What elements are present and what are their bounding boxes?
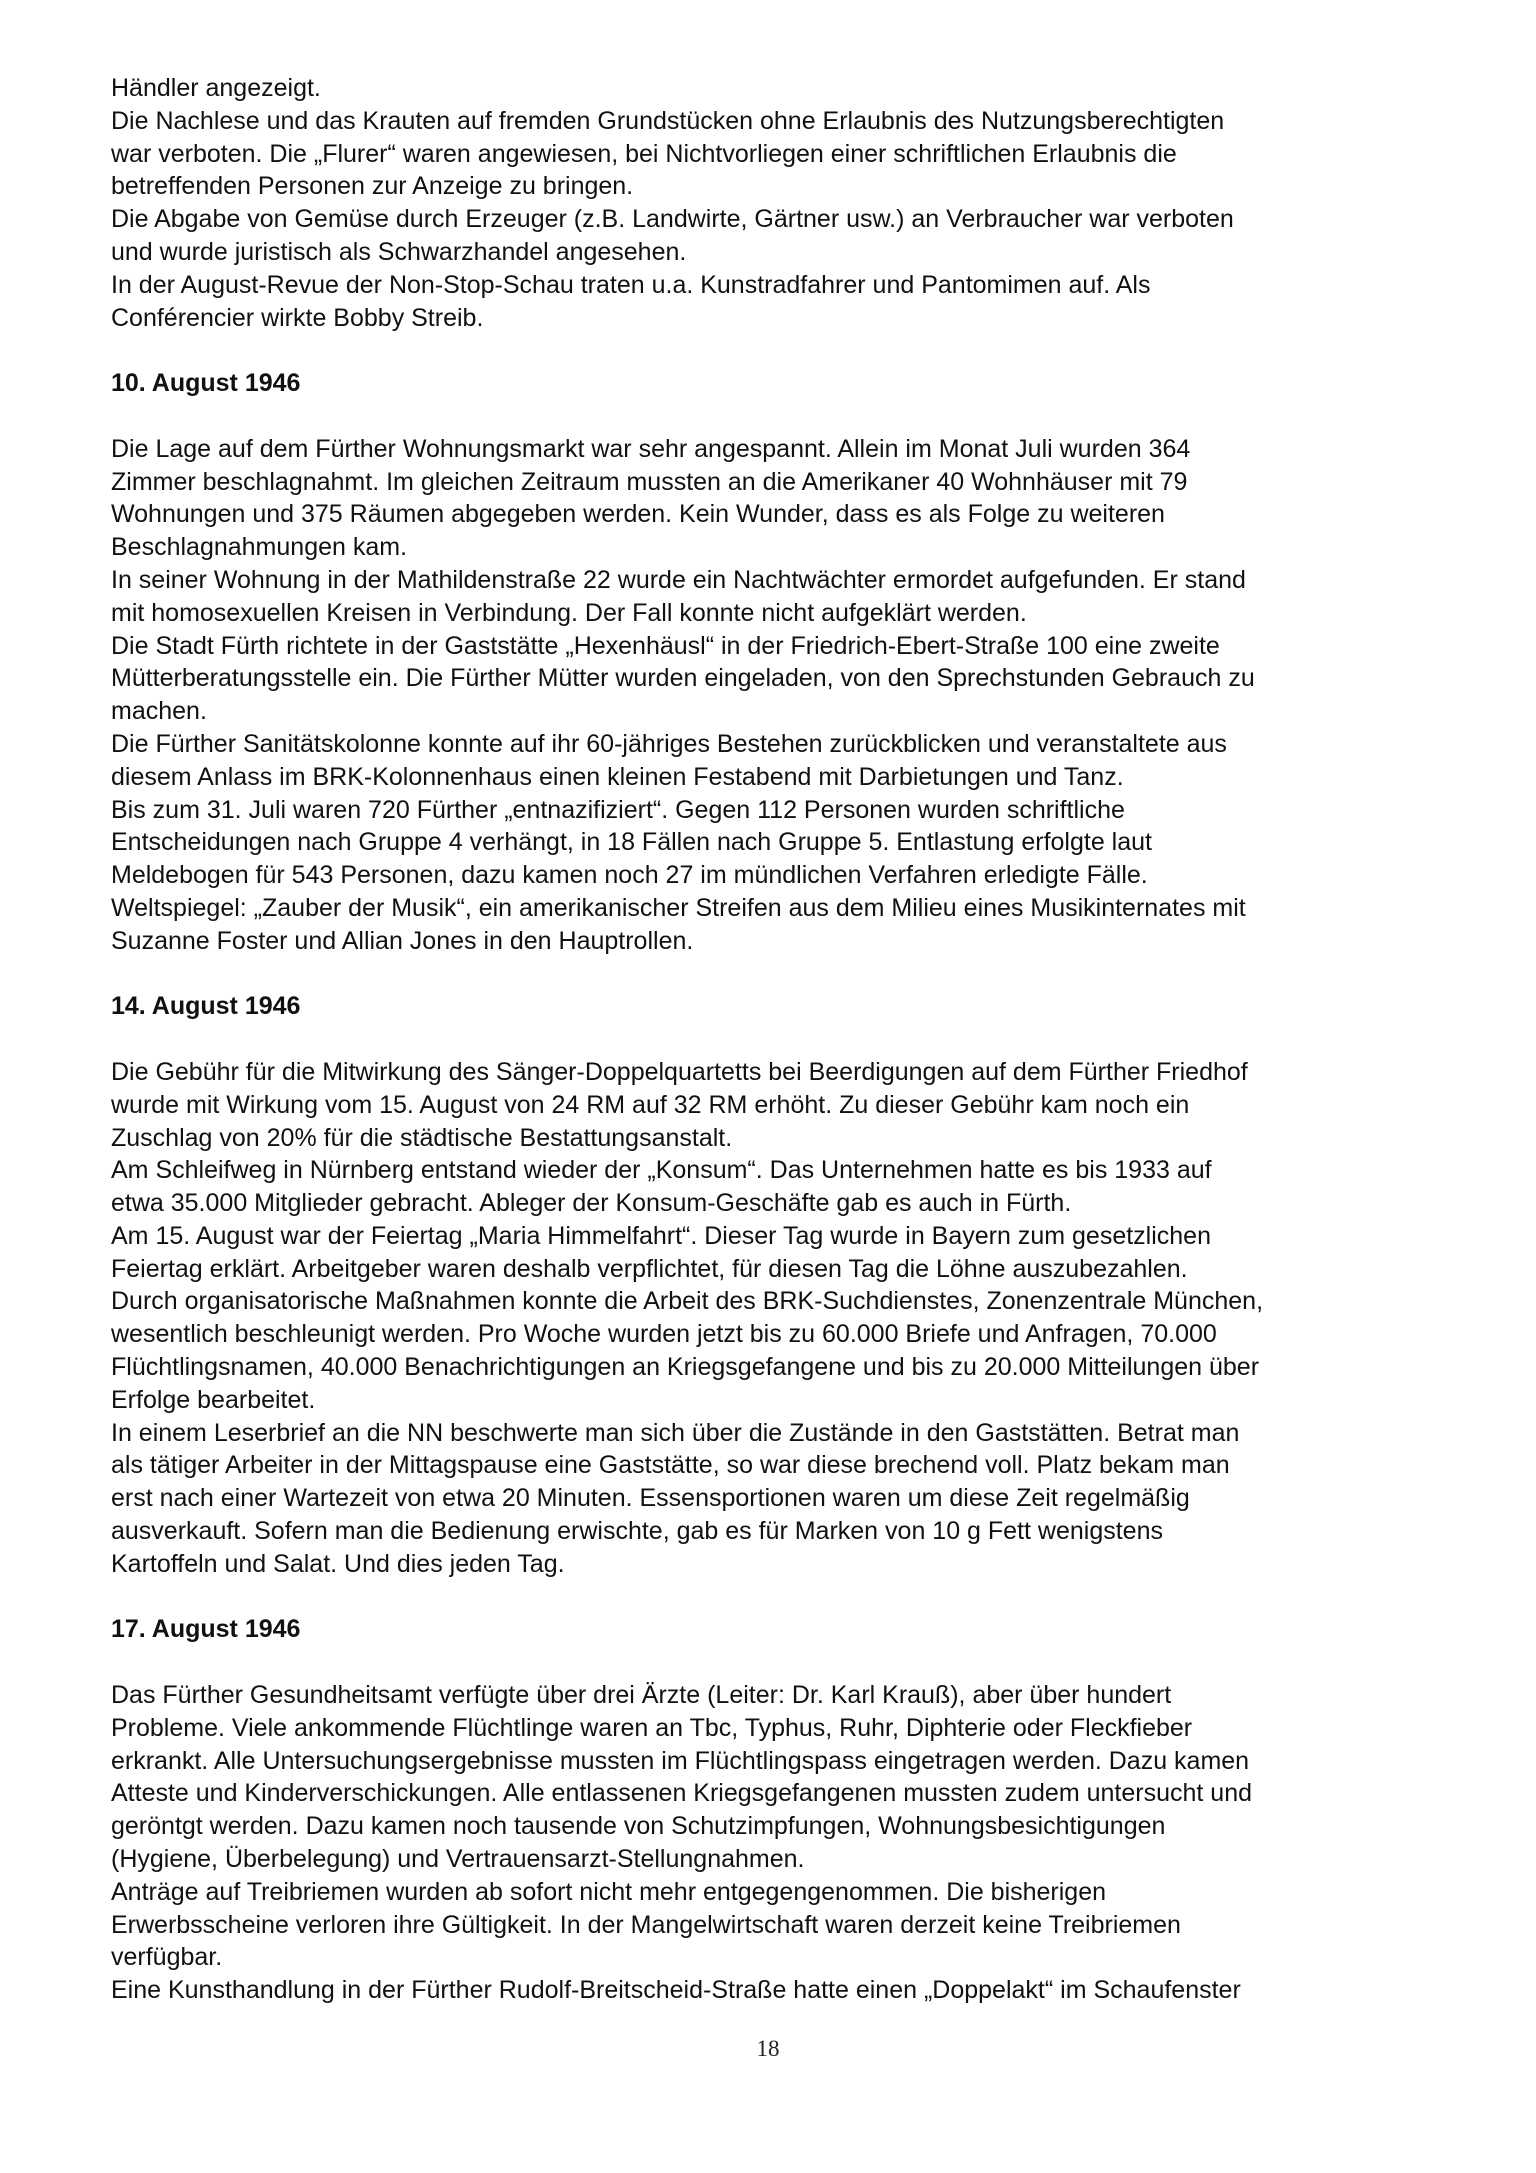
text-line: ausverkauft. Sofern man die Bedienung erwischte, gab es für Marken von 10 g Fett wenigstens <box>111 1517 1163 1546</box>
text-line: Eine Kunsthandlung in der Fürther Rudolf-Breitscheid-Straße hatte einen „Doppelakt“ im Schaufenster <box>111 1976 1241 2005</box>
text-line: Die Nachlese und das Krauten auf fremden Grundstücken ohne Erlaubnis des Nutzungsberechtigten <box>111 106 1225 135</box>
text-line: etwa 35.000 Mitglieder gebracht. Ableger der Konsum-Geschäfte gab es auch in Fürth. <box>111 1189 1072 1218</box>
text-line: In der August-Revue der Non-Stop-Schau traten u.a. Kunstradfahrer und Pantomimen auf. Als <box>111 270 1151 299</box>
text-line: Wohnungen und 375 Räumen abgegeben werden. Kein Wunder, dass es als Folge zu weiteren <box>111 500 1165 529</box>
text-line: In seiner Wohnung in der Mathildenstraße 22 wurde ein Nachtwächter ermordet aufgefunden. Er stand <box>111 565 1246 594</box>
text-line: erst nach einer Wartezeit von etwa 20 Minuten. Essensportionen waren um diese Zeit regelmäßig <box>111 1484 1190 1513</box>
text-line: Beschlagnahmungen kam. <box>111 533 408 562</box>
text-line: Die Fürther Sanitätskolonne konnte auf ihr 60-jähriges Bestehen zurückblicken und veranstaltete aus <box>111 729 1227 758</box>
text-line: Suzanne Foster und Allian Jones in den Hauptrollen. <box>111 926 694 955</box>
section-17-august-1946 <box>111 1613 1411 2007</box>
section-10-august-1946 <box>111 367 1411 957</box>
text-line: machen. <box>111 697 207 726</box>
text-line: Feiertag erklärt. Arbeitgeber waren deshalb verpflichtet, für diesen Tag die Löhne auszubezahlen. <box>111 1254 1188 1283</box>
text-line: Bis zum 31. Juli waren 720 Fürther „entnazifiziert“. Gegen 112 Personen wurden schriftliche <box>111 795 1125 824</box>
text-line: verfügbar. <box>111 1943 223 1972</box>
text-line: Flüchtlingsnamen, 40.000 Benachrichtigungen an Kriegsgefangene und bis zu 20.000 Mitteilungen über <box>111 1353 1260 1382</box>
section-heading: 10. August 1946 <box>111 369 301 398</box>
text-line: Die Lage auf dem Fürther Wohnungsmarkt war sehr angespannt. Allein im Monat Juli wurden 364 <box>111 434 1191 463</box>
text-line: Atteste und Kinderverschickungen. Alle entlassenen Kriegsgefangenen mussten zudem untersucht und <box>111 1779 1253 1808</box>
text-line: erkrankt. Alle Untersuchungsergebnisse mussten im Flüchtlingspass eingetragen werden. Dazu kamen <box>111 1746 1250 1775</box>
text-line: Kartoffeln und Salat. Und dies jeden Tag. <box>111 1549 565 1578</box>
text-line: Am 15. August war der Feiertag „Maria Himmelfahrt“. Dieser Tag wurde in Bayern zum gesetzlichen <box>111 1221 1211 1250</box>
text-line: Das Fürther Gesundheitsamt verfügte über drei Ärzte (Leiter: Dr. Karl Krauß), aber über hundert <box>111 1681 1172 1710</box>
text-line: diesem Anlass im BRK-Kolonnenhaus einen kleinen Festabend mit Darbietungen und Tanz. <box>111 762 1124 791</box>
document-page <box>111 72 1411 2007</box>
text-line: Händler angezeigt. <box>111 74 321 102</box>
section-heading: 17. August 1946 <box>111 1615 301 1644</box>
text-line: Weltspiegel: „Zauber der Musik“, ein amerikanischer Streifen aus dem Milieu eines Musikinternates mit <box>111 893 1246 922</box>
text-line: wesentlich beschleunigt werden. Pro Woche wurden jetzt bis zu 60.000 Briefe und Anfragen, 70.000 <box>111 1320 1217 1349</box>
text-line: Zuschlag von 20% für die städtische Bestattungsanstalt. <box>111 1123 733 1152</box>
text-line: Mütterberatungsstelle ein. Die Fürther Mütter wurden eingeladen, von den Sprechstunden Gebrauch zu <box>111 664 1255 693</box>
text-line: Erwerbsscheine verloren ihre Gültigkeit. In der Mangelwirtschaft waren derzeit keine Treibriemen <box>111 1910 1181 1939</box>
text-line: und wurde juristisch als Schwarzhandel angesehen. <box>111 237 687 266</box>
text-line: Anträge auf Treibriemen wurden ab sofort nicht mehr entgegengenommen. Die bisherigen <box>111 1877 1107 1906</box>
text-line: In einem Leserbrief an die NN beschwerte man sich über die Zustände in den Gaststätten. Betrat man <box>111 1418 1240 1447</box>
text-line: Conférencier wirkte Bobby Streib. <box>111 303 484 332</box>
text-line: Meldebogen für 543 Personen, dazu kamen noch 27 im mündlichen Verfahren erledigte Fälle. <box>111 861 1148 890</box>
section-14-august-1946 <box>111 990 1411 1580</box>
text-line: Die Abgabe von Gemüse durch Erzeuger (z.B. Landwirte, Gärtner usw.) an Verbraucher war verboten <box>111 205 1234 234</box>
text-line: Entscheidungen nach Gruppe 4 verhängt, in 18 Fällen nach Gruppe 5. Entlastung erfolgte laut <box>111 828 1152 857</box>
text-line: betreffenden Personen zur Anzeige zu bringen. <box>111 172 634 201</box>
text-line: Zimmer beschlagnahmt. Im gleichen Zeitraum mussten an die Amerikaner 40 Wohnhäuser mit 79 <box>111 467 1188 496</box>
text-line: Die Stadt Fürth richtete in der Gaststätte „Hexenhäusl“ in der Friedrich-Ebert-Straße 100 eine zweite <box>111 631 1220 660</box>
text-line: Erfolge bearbeitet. <box>111 1385 316 1414</box>
section-intro <box>111 72 1411 334</box>
text-line: Die Gebühr für die Mitwirkung des Sänger-Doppelquartetts bei Beerdigungen auf dem Fürther Friedhof <box>111 1057 1248 1086</box>
text-line: wurde mit Wirkung vom 15. August von 24 RM auf 32 RM erhöht. Zu dieser Gebühr kam noch ein <box>111 1090 1190 1119</box>
text-line: Probleme. Viele ankommende Flüchtlinge waren an Tbc, Typhus, Ruhr, Diphterie oder Fleckfieber <box>111 1713 1193 1742</box>
text-line: Durch organisatorische Maßnahmen konnte die Arbeit des BRK-Suchdienstes, Zonenzentrale München, <box>111 1287 1264 1316</box>
text-line: Am Schleifweg in Nürnberg entstand wieder der „Konsum“. Das Unternehmen hatte es bis 1933 auf <box>111 1156 1212 1185</box>
section-heading: 14. August 1946 <box>111 992 301 1021</box>
text-line: geröntgt werden. Dazu kamen noch tausende von Schutzimpfungen, Wohnungsbesichtigungen <box>111 1812 1166 1841</box>
text-line: (Hygiene, Überbelegung) und Vertrauensarzt-Stellungnahmen. <box>111 1845 805 1874</box>
text-line: mit homosexuellen Kreisen in Verbindung. Der Fall konnte nicht aufgeklärt werden. <box>111 598 1027 627</box>
page-number: 18 <box>756 2036 780 2061</box>
text-line: als tätiger Arbeiter in der Mittagspause eine Gaststätte, so war diese brechend voll. Platz bekam man <box>111 1451 1230 1480</box>
text-line: war verboten. Die „Flurer“ waren angewiesen, bei Nichtvorliegen einer schriftlichen Erlaubnis die <box>111 139 1177 168</box>
